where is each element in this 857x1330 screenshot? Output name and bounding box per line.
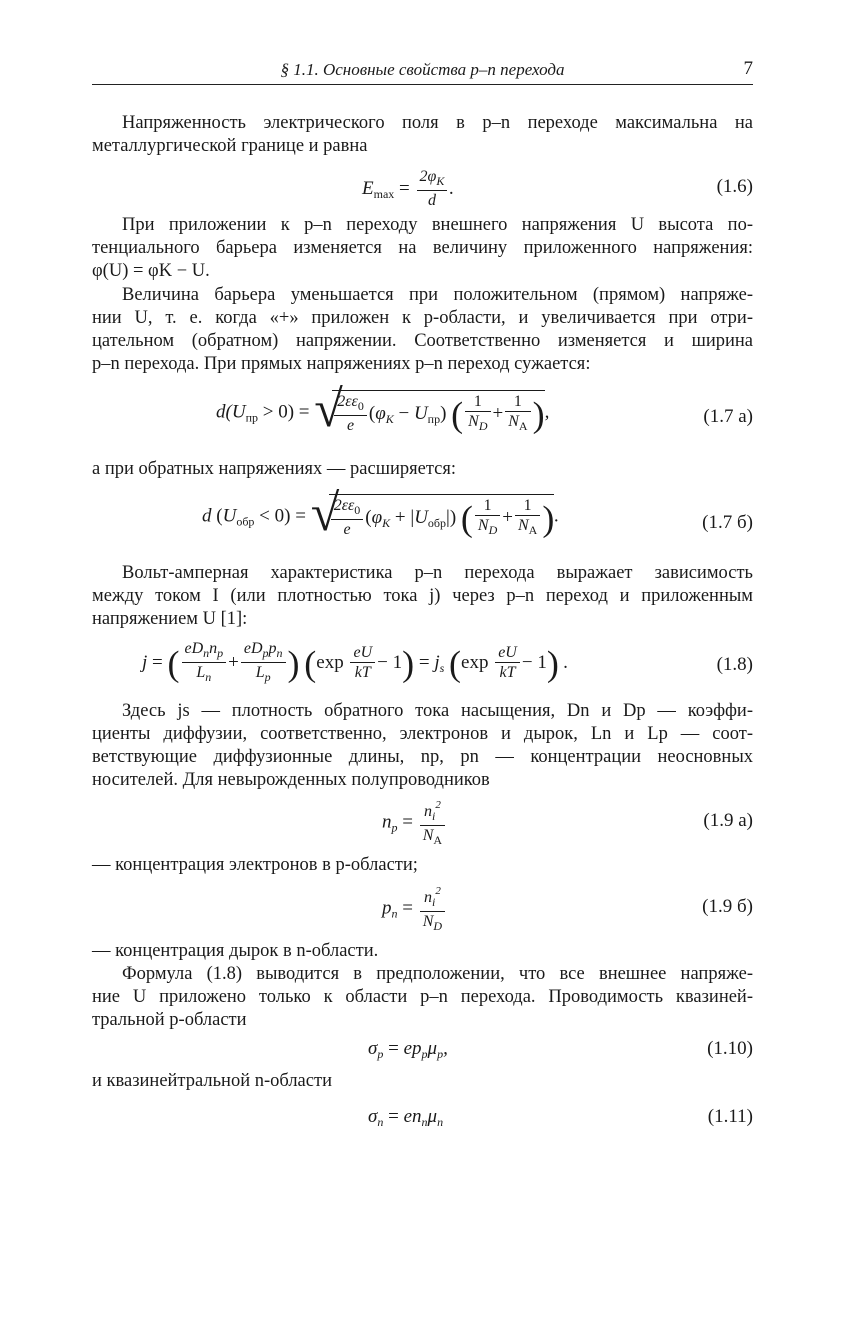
text-line: между током I (или плотностью тока j) через p–n переход и приложенным: [92, 586, 753, 606]
equation-body: $\sigma_n = en_n\mu_n$: [368, 1106, 444, 1129]
text-line: циенты диффузии, соответственно, электронов и дырок, Ln и Lp — соот-: [92, 724, 753, 744]
equation-1-9a: [92, 794, 753, 850]
page: [92, 56, 753, 1129]
text-line: Здесь js — плотность обратного тока насыщения, Dn и Dp — коэффи-: [122, 701, 753, 721]
equation-1-10: [92, 1034, 753, 1066]
equation-1-7a: [92, 381, 753, 448]
text-line: Вольт-амперная характеристика p–n перехода выражает зависимость: [122, 563, 753, 583]
equation-1-9b: [92, 880, 753, 936]
text-line: Напряженность электрического поля в p–n переходе максимальна на: [122, 113, 753, 133]
equation-number: (1.11): [707, 1106, 753, 1127]
text-line: носителей. Для невырожденных полупроводников: [92, 770, 490, 790]
equation-body: $d(U_{пр} > 0)$ = √ $\frac{2\varepsilon\varepsilon_0}{e}$ $(\varphi_K - U_{пр})$ ( $\frac{1}{N_D}$ + $\frac{1}{N_A}$ ),: [216, 381, 550, 438]
equation-number: (1.6): [716, 176, 753, 197]
equation-body: d $(U_{обр} < 0)$ = √ $\frac{2\varepsilon\varepsilon_0}{e}$ $(\varphi_K + |U_{обр}|)$ ( $\frac{1}{N_D}$ + $\frac{1}{N_A}$ ).: [202, 485, 560, 542]
equation-1-7b: [92, 485, 753, 554]
paragraph-5: [92, 562, 753, 631]
text-line: Формула (1.8) выводится в предположении, что все внешнее напряже-: [122, 964, 753, 984]
text-line: φ(U) = φK − U.: [92, 261, 210, 281]
paragraph-10: [92, 1070, 753, 1093]
equation-number: (1.9 а): [703, 810, 753, 831]
text-line: а при обратных напряжениях — расширяется:: [92, 459, 456, 479]
text-line: — концентрация электронов в p-области;: [92, 855, 418, 875]
paragraph-8: [92, 940, 753, 963]
equation-body: $p_n$ = $\frac{n_i^2}{N_D}$: [382, 882, 447, 936]
equation-body: $n_p$ = $\frac{n_i^2}{N_A}$: [382, 796, 447, 850]
equation-number: (1.9 б): [702, 896, 753, 917]
text-line: нии U, т. е. когда «+» приложен к p-области, и увеличивается при отри-: [92, 308, 753, 328]
text-line: тенциального барьера изменяется на величину приложенного напряжения:: [92, 238, 753, 258]
text-line: — концентрация дырок в n-области.: [92, 941, 379, 961]
equation-body: $\sigma_p = ep_p\mu_p$,: [368, 1038, 448, 1061]
paragraph-1: [92, 112, 753, 158]
paragraph-4: [92, 458, 753, 481]
text-line: p–n перехода. При прямых напряжениях p–n переход сужается:: [92, 354, 591, 374]
running-head: [92, 56, 753, 85]
text-line: цательном (обратном) напряжении. Соответственно изменяется и ширина: [92, 331, 753, 351]
text-line: При приложении к p–n переходу внешнего напряжения U высота по-: [122, 215, 753, 235]
running-head-title: § 1.1. Основные свойства p–n перехода: [280, 60, 565, 79]
equation-1-8: [92, 636, 753, 694]
text-line: металлургической границе и равна: [92, 136, 368, 156]
text-line: тральной p-области: [92, 1010, 247, 1030]
page-number: 7: [743, 58, 753, 79]
equation-body: $E_{max}$ = $\frac{2\varphi_K}{d}$ .: [362, 168, 455, 209]
equation-body: j = ( $\frac{eD_nn_p}{L_n}$ + $\frac{eD_pp_n}{L_p}$ ) (exp $\frac{eU}{kT}$ − $1) = j_s$ (exp $\frac{eU}{kT}$ − 1) .: [142, 640, 569, 684]
paragraph-7: [92, 854, 753, 877]
paragraph-6: [92, 700, 753, 792]
equation-1-11: [92, 1102, 753, 1134]
equation-number: (1.10): [707, 1038, 753, 1059]
text-line: напряжением U [1]:: [92, 609, 248, 629]
paragraph-3: [92, 284, 753, 376]
equation-1-6: [92, 164, 753, 212]
equation-number: (1.7 а): [703, 406, 753, 427]
paragraph-9: [92, 963, 753, 1032]
paragraph-2: [92, 214, 753, 283]
text-line: Величина барьера уменьшается при положительном (прямом) напряже-: [122, 285, 753, 305]
text-line: ветствующие диффузионные длины, np, pn — концентрации неосновных: [92, 747, 753, 767]
equation-number: (1.7 б): [702, 512, 753, 533]
text-line: и квазинейтральной n-области: [92, 1071, 332, 1091]
text-line: ние U приложено только к области p–n перехода. Проводимость квазиней-: [92, 987, 753, 1007]
equation-number: (1.8): [716, 654, 753, 675]
